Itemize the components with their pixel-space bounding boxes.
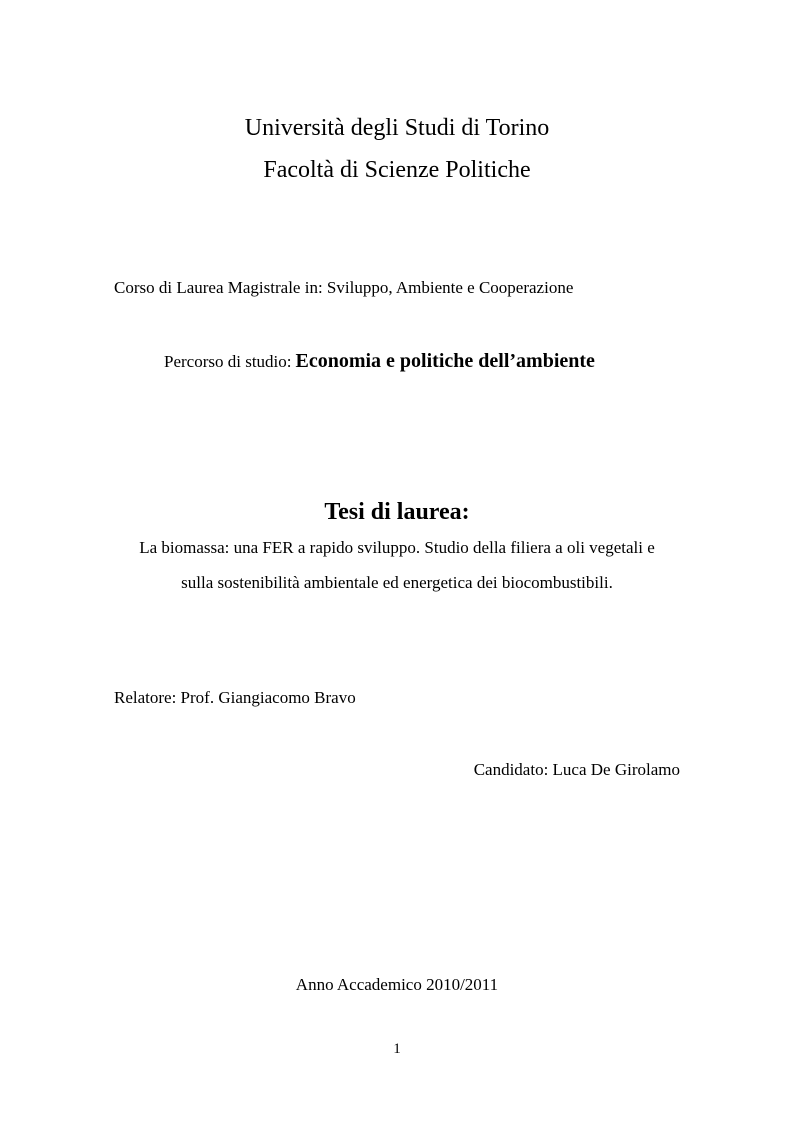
academic-year: Anno Accademico 2010/2011 xyxy=(295,975,499,994)
study-path-label: Percorso di studio: xyxy=(164,352,292,371)
thesis-heading: Tesi di laurea: xyxy=(324,499,470,525)
page-number: 1 xyxy=(393,1041,401,1057)
faculty-name: Facoltà di Scienze Politiche xyxy=(263,157,531,183)
supervisor: Relatore: Prof. Giangiacomo Bravo xyxy=(114,688,356,707)
thesis-title-line-1: La biomassa: una FER a rapido sviluppo. Studio della filiera a oli vegetali e xyxy=(139,538,655,557)
university-name: Università degli Studi di Torino xyxy=(244,115,550,141)
thesis-title-line-2: sulla sostenibilità ambientale ed energetica dei biocombustibili. xyxy=(181,573,613,592)
candidate: Candidato: Luca De Girolamo xyxy=(473,760,680,779)
study-path xyxy=(164,351,595,371)
study-path-value: Economia e politiche dell’ambiente xyxy=(295,350,595,372)
degree-course: Corso di Laurea Magistrale in: Sviluppo, Ambiente e Cooperazione xyxy=(114,278,574,297)
